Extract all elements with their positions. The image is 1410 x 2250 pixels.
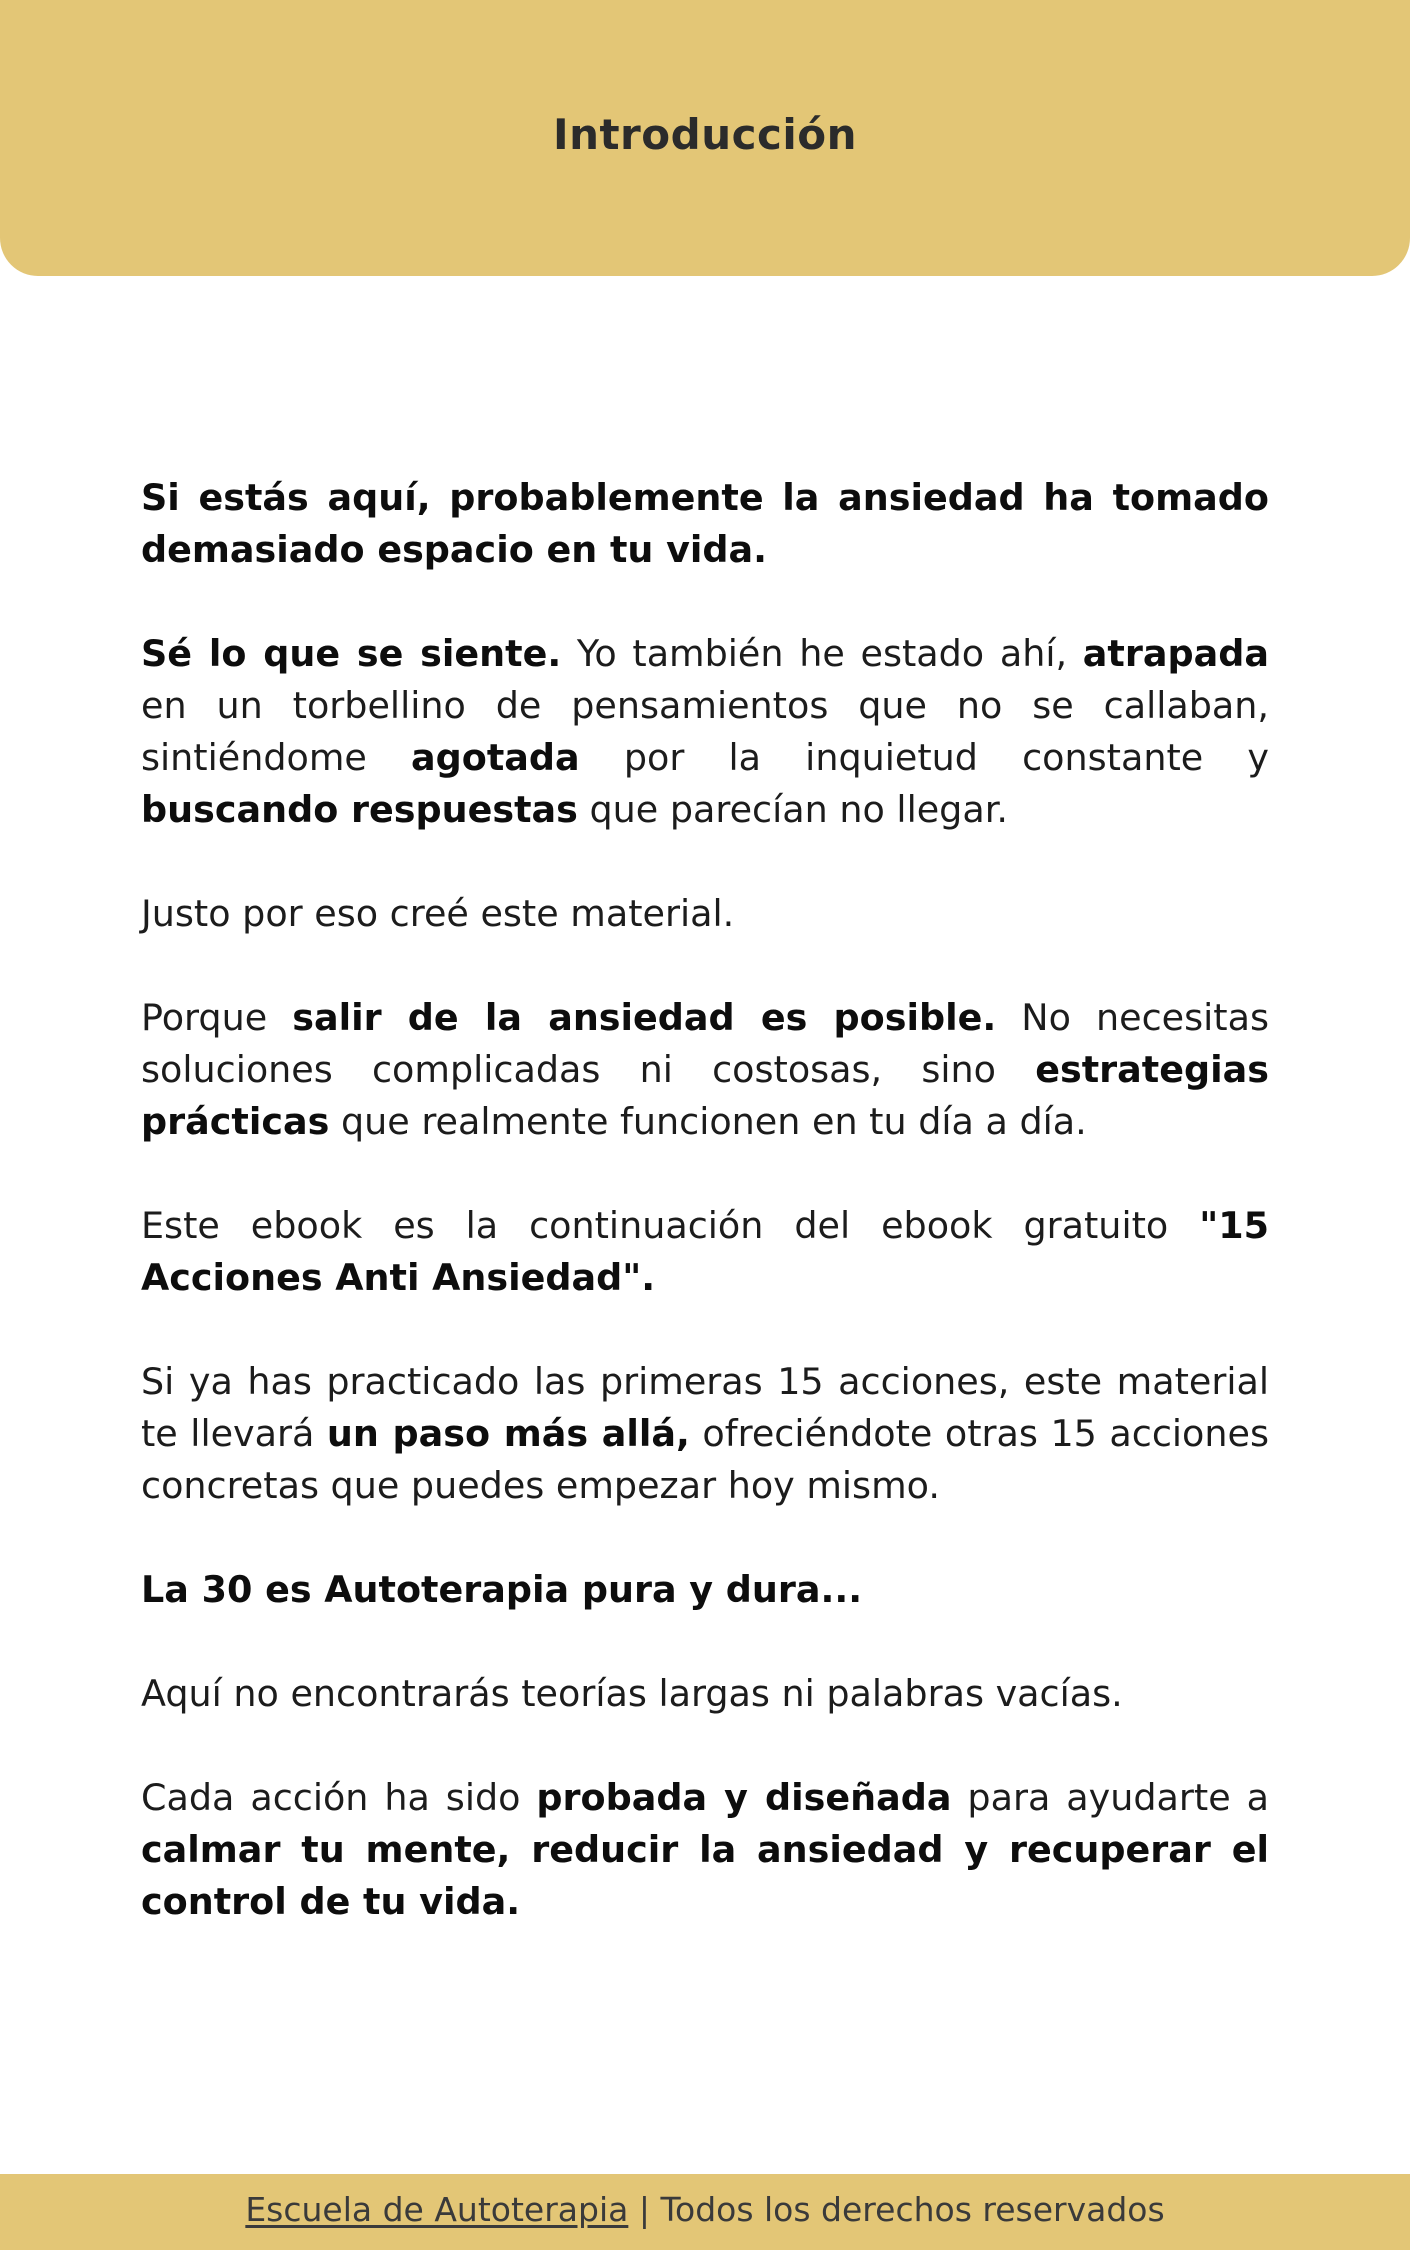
text-run: Sé lo que se siente.: [141, 632, 562, 675]
text-run: Si estás aquí, probablemente la ansiedad ha tomado demasiado espacio en tu vida.: [141, 476, 1269, 571]
text-run: agotada: [411, 736, 580, 779]
text-run: en un torbellino de pensamientos que no se callaban, sintiéndome: [141, 684, 1269, 779]
intro-paragraph-7: [141, 1564, 1269, 1616]
text-run: que realmente funcionen en tu día a día.: [329, 1100, 1087, 1143]
intro-paragraph-3: [141, 888, 1269, 940]
text-run: Justo por eso creé este material.: [141, 892, 735, 935]
intro-paragraph-8: [141, 1668, 1269, 1720]
text-run: calmar tu mente, reducir la ansiedad y recuperar el control de tu vida.: [141, 1828, 1269, 1923]
text-run: Este ebook es la continuación del ebook gratuito: [141, 1204, 1200, 1247]
text-run: por la inquietud constante y: [579, 736, 1270, 779]
text-run: Yo también he estado ahí,: [561, 632, 1083, 675]
intro-paragraph-9: [141, 1772, 1269, 1928]
text-run: un paso más allá,: [326, 1412, 690, 1455]
intro-paragraph-5: [141, 1200, 1269, 1304]
footer-separator: |: [628, 2190, 661, 2229]
intro-paragraph-4: [141, 992, 1269, 1148]
footer-rights: Todos los derechos reservados: [660, 2190, 1165, 2229]
footer-band: [0, 2174, 1410, 2250]
text-run: buscando respuestas: [141, 788, 578, 831]
text-run: que parecían no llegar.: [577, 788, 1008, 831]
page-title: Introducción: [552, 110, 858, 159]
text-run: "15 Acciones Anti Ansiedad".: [141, 1204, 1269, 1299]
text-run: No necesitas soluciones complicadas ni costosas, sino: [141, 996, 1269, 1091]
text-run: salir de la ansiedad es posible.: [292, 996, 997, 1039]
footer-text: [0, 2174, 1410, 2246]
header-band: [0, 0, 1410, 276]
text-run: Aquí no encontrarás teorías largas ni palabras vacías.: [141, 1672, 1123, 1715]
text-run: ofreciéndote otras 15 acciones concretas que puedes empezar hoy mismo.: [141, 1412, 1269, 1507]
text-run: La 30 es Autoterapia pura y dura...: [141, 1568, 863, 1611]
text-run: Porque: [141, 996, 293, 1039]
text-run: Cada acción ha sido: [141, 1776, 537, 1819]
text-run: Si ya has practicado las primeras 15 acciones, este material te llevará: [141, 1360, 1269, 1455]
text-run: atrapada: [1082, 632, 1269, 675]
intro-body: [141, 472, 1269, 1980]
text-run: estrategias prácticas: [141, 1048, 1269, 1143]
footer-link-escuela[interactable]: Escuela de Autoterapia: [245, 2190, 629, 2229]
intro-paragraph-1: [141, 472, 1269, 576]
intro-paragraph-2: [141, 628, 1269, 836]
intro-paragraph-6: [141, 1356, 1269, 1512]
text-run: probada y diseñada: [536, 1776, 952, 1819]
text-run: para ayudarte a: [951, 1776, 1269, 1819]
